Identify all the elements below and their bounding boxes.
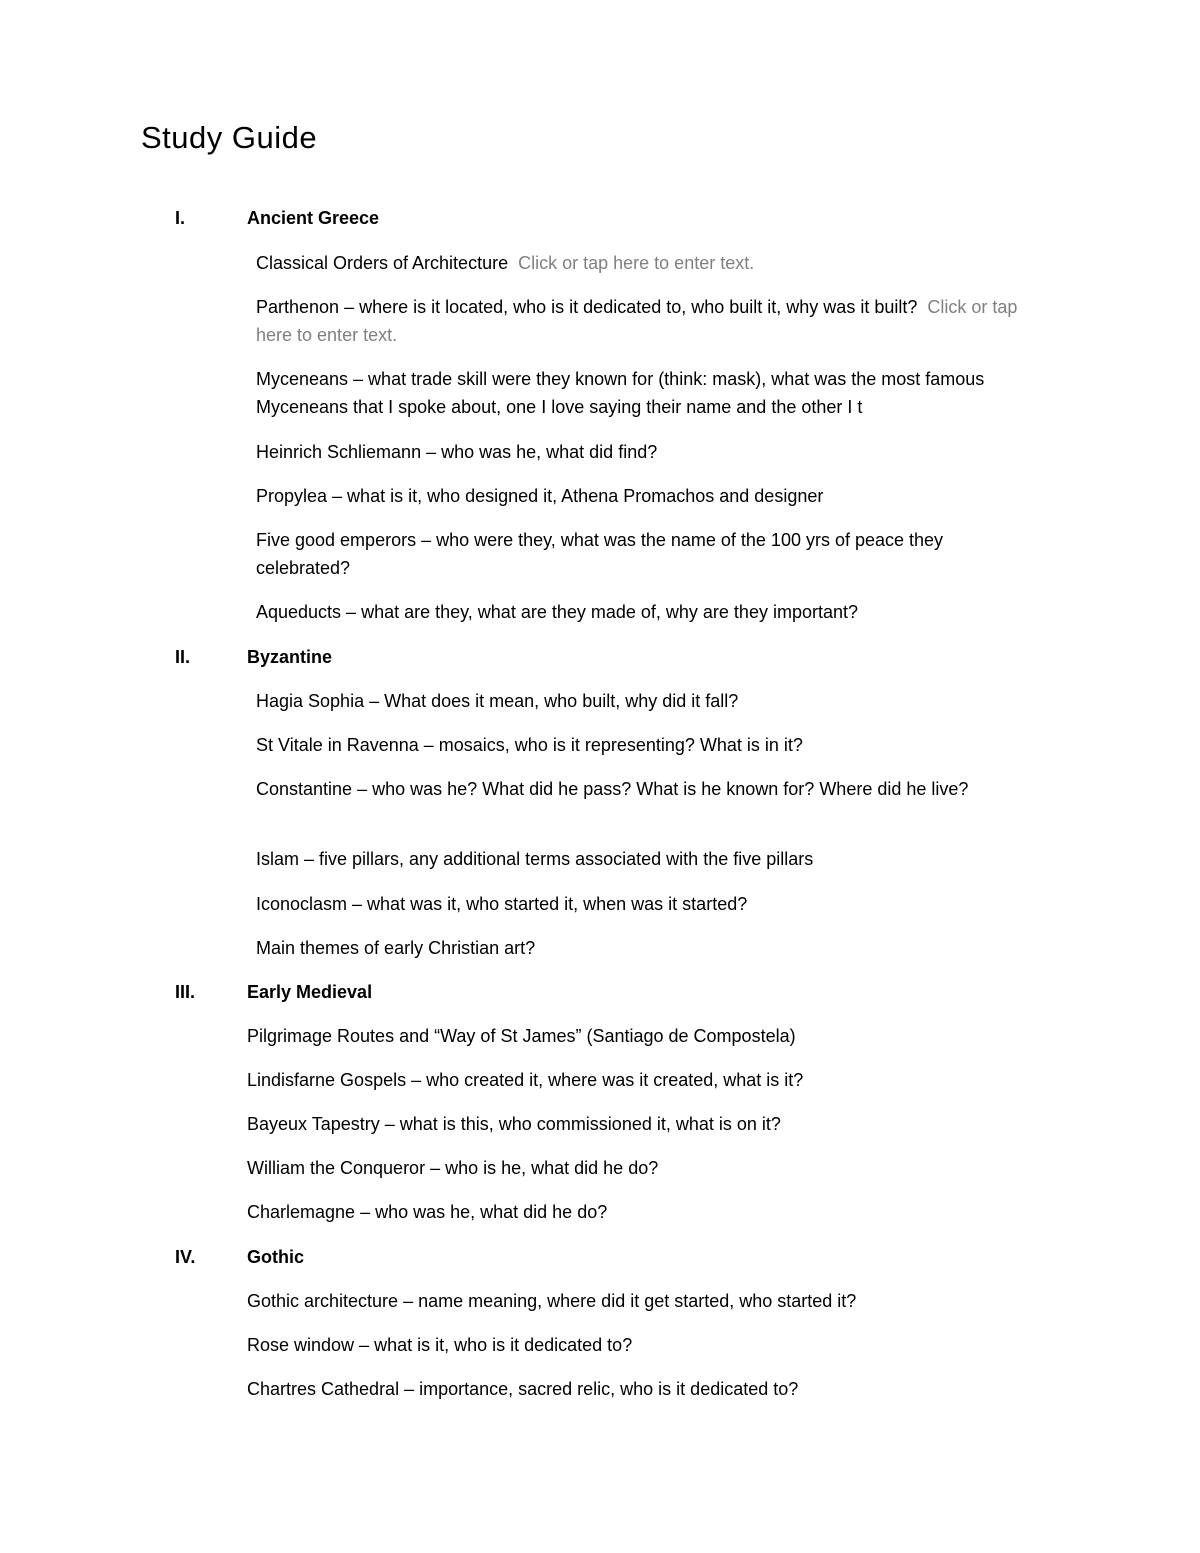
list-item: Five good emperors – who were they, what was the name of the 100 yrs of peace they celebrated? bbox=[256, 530, 944, 578]
list-item bbox=[256, 249, 1056, 277]
list-item: Heinrich Schliemann – who was he, what did find? bbox=[256, 442, 658, 462]
list-item: Myceneans – what trade skill were they known for (think: mask), what was the most famous Myceneans that I spoke about, one I love saying their name and the other I t bbox=[256, 369, 985, 417]
list-item: Aqueducts – what are they, what are they made of, why are they important? bbox=[256, 602, 858, 622]
section-number: IV. bbox=[175, 1247, 196, 1267]
list-item: Iconoclasm – what was it, who started it, when was it started? bbox=[256, 894, 748, 914]
list-item: Islam – five pillars, any additional terms associated with the five pillars bbox=[256, 849, 814, 869]
list-item bbox=[256, 293, 1056, 349]
list-item: Rose window – what is it, who is it dedicated to? bbox=[247, 1335, 633, 1355]
list-item: Propylea – what is it, who designed it, Athena Promachos and designer bbox=[256, 486, 824, 506]
list-item: Charlemagne – who was he, what did he do? bbox=[247, 1202, 608, 1222]
item-text: Parthenon – where is it located, who is it dedicated to, who built it, why was it built? bbox=[256, 297, 918, 317]
list-item: Main themes of early Christian art? bbox=[256, 938, 536, 958]
list-item: Bayeux Tapestry – what is this, who commissioned it, what is on it? bbox=[247, 1114, 781, 1134]
section-number: I. bbox=[175, 208, 186, 228]
list-item: Pilgrimage Routes and “Way of St James” (Santiago de Compostela) bbox=[247, 1026, 796, 1046]
section-title-early-medieval: Early Medieval bbox=[247, 982, 373, 1002]
text-placeholder-field[interactable]: Click or tap here to enter text. bbox=[518, 253, 755, 273]
list-item: Hagia Sophia – What does it mean, who built, why did it fall? bbox=[256, 691, 739, 711]
page-title: Study Guide bbox=[141, 120, 318, 155]
item-text: Classical Orders of Architecture bbox=[256, 253, 509, 273]
section-title-byzantine: Byzantine bbox=[247, 647, 333, 667]
list-item: Constantine – who was he? What did he pass? What is he known for? Where did he live? bbox=[256, 779, 969, 799]
section-number: II. bbox=[175, 647, 191, 667]
section-number: III. bbox=[175, 982, 196, 1002]
list-item: Lindisfarne Gospels – who created it, where was it created, what is it? bbox=[247, 1070, 804, 1090]
list-item: William the Conqueror – who is he, what did he do? bbox=[247, 1158, 659, 1178]
text-placeholder-field[interactable]: Click or tap here to enter text. bbox=[256, 297, 1018, 345]
list-item: Gothic architecture – name meaning, where did it get started, who started it? bbox=[247, 1291, 857, 1311]
list-item: St Vitale in Ravenna – mosaics, who is it representing? What is in it? bbox=[256, 735, 803, 755]
section-title-gothic: Gothic bbox=[247, 1247, 304, 1267]
list-item: Chartres Cathedral – importance, sacred relic, who is it dedicated to? bbox=[247, 1379, 799, 1399]
section-title-ancient-greece: Ancient Greece bbox=[247, 208, 380, 228]
